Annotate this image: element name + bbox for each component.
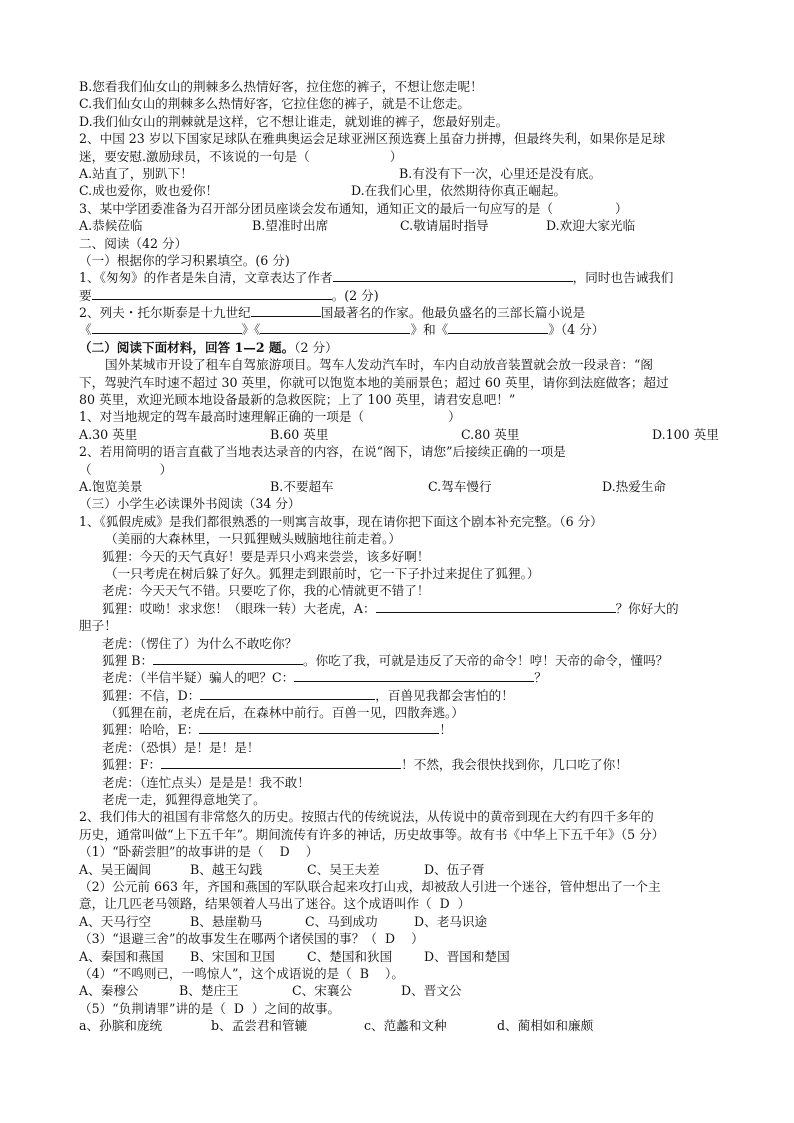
question-text: 。(2 分) bbox=[331, 287, 379, 303]
option-c: C.成也爱你，败也爱你！ bbox=[79, 183, 219, 199]
question-text: 国最著名的作家。他最负盛名的三部长篇小说是 bbox=[320, 305, 586, 321]
dialogue: ，百兽见我都会害怕的！ bbox=[375, 687, 514, 703]
section-title: 二、阅读（42 分） bbox=[79, 235, 188, 251]
question-text: （2）公元前 663 年，齐国和燕国的军队联合起来攻打山戎，却被敌人引进一个迷谷，管仲想出了一个主 bbox=[79, 878, 661, 894]
dialogue: 老虎：（连忙点头）是是是！我不敢！ bbox=[102, 774, 310, 790]
question-text: （5）“负荆请罪”讲的是（ D ）之间的故事。 bbox=[79, 1000, 341, 1016]
option-c: C、吴王夫差 bbox=[307, 861, 380, 877]
script-line bbox=[79, 652, 719, 669]
option-c: C.80 英里 bbox=[461, 426, 520, 442]
question-line bbox=[79, 965, 719, 982]
question-text: 迷，要安慰.激励球员，不该说的一句是（ bbox=[79, 148, 310, 164]
option-c: C.驾车慢行 bbox=[428, 478, 492, 494]
paren-open: （ bbox=[79, 461, 92, 477]
option-c: C、楚国和狄国 bbox=[307, 948, 393, 964]
question-line bbox=[79, 1000, 719, 1017]
option-a: A.饱览美景 bbox=[79, 478, 143, 494]
option-b: B、楚庄王 bbox=[179, 983, 239, 999]
question-text: 1、《狐假虎威》是我们都很熟悉的一则寓言故事，现在请你把下面这个剧本补充完整。（6 分） bbox=[79, 513, 603, 529]
stage-direction: （狐狸在前，老虎在后，在森林中前行。百兽一见，四散奔逃。） bbox=[105, 705, 464, 721]
options-row bbox=[79, 913, 719, 930]
question-line bbox=[79, 843, 719, 860]
answer-blank[interactable] bbox=[92, 287, 332, 300]
script-line bbox=[79, 774, 719, 791]
dialogue: 老虎：（愣住了）为什么不敢吃你？ bbox=[102, 635, 298, 651]
options-row bbox=[79, 182, 719, 199]
option-d: D.欢迎大家光临 bbox=[546, 218, 636, 234]
option-d: D、晋文公 bbox=[401, 983, 462, 999]
question-text: （1）“卧薪尝胆”的故事讲的是（ D ） bbox=[79, 844, 319, 860]
book-mark: 》（4 分） bbox=[548, 322, 605, 338]
option-d: D.我们仙女山的荆棘就是这样，它不想让谁走，就划谁的裤子，您最好别走。 bbox=[79, 113, 509, 129]
option-b: B.您看我们仙女山的荆棘多么热情好客，拉住您的裤子，不想让您走呢！ bbox=[79, 79, 483, 94]
question-text: 2、中国 23 岁以下国家足球队在雅典奥运会足球亚洲区预选赛上虽奋力拼搏，但最终失利，如果你是足球 bbox=[79, 131, 666, 147]
dialogue: 老虎：（半信半疑）骗人的吧？C： bbox=[102, 670, 295, 686]
option-b: B、宋国和卫国 bbox=[190, 948, 275, 964]
option-a: A、秦穆公 bbox=[79, 983, 139, 999]
stage-direction: （一只考虎在树后躲了好久。狐狸走到跟前时，它一下子扑过来捉住了狐狸。） bbox=[105, 565, 540, 581]
dialogue: 狐狸：不信，D： bbox=[102, 687, 201, 703]
option-d: d、蔺相如和廉颇 bbox=[497, 1018, 594, 1034]
passage-line bbox=[79, 374, 719, 391]
option-b: b、孟尝君和管辘 bbox=[211, 1018, 308, 1034]
question-3 bbox=[79, 200, 719, 217]
subsection-title: （三）小学生必读课外书阅读（34 分） bbox=[79, 496, 301, 512]
answer-paren bbox=[79, 461, 719, 478]
option-b: B.60 英里 bbox=[270, 426, 329, 442]
answer-blank[interactable] bbox=[161, 756, 401, 769]
points: （2 分） bbox=[294, 339, 338, 355]
dialogue: ？ bbox=[534, 670, 547, 686]
script-line bbox=[79, 582, 719, 599]
answer-blank[interactable] bbox=[251, 304, 321, 317]
section-heading bbox=[79, 235, 719, 252]
passage-text: 80 英里，欢迎光顾本地设备最新的急救医院；上了 100 英里，请君安息吧！” bbox=[79, 392, 516, 408]
question-2 bbox=[79, 130, 719, 147]
dialogue: 狐狸：今天的天气真好！要是弄只小鸡来尝尝，该多好啊！ bbox=[102, 548, 430, 564]
script-line bbox=[79, 530, 719, 547]
option-a: A、吴王阖闾 bbox=[79, 861, 152, 877]
script-line bbox=[79, 704, 719, 721]
question-text: 历史，通常叫做“上下五千年”。期间流传有许多的神话，历史故事等。故有书《中华上下五千年》（5 分） bbox=[79, 826, 665, 842]
fill-blank-line bbox=[79, 287, 719, 304]
script-line bbox=[79, 756, 719, 773]
text-line bbox=[79, 148, 719, 165]
option-a: A.30 英里 bbox=[79, 426, 138, 442]
question-line bbox=[79, 408, 719, 425]
answer-blank[interactable] bbox=[92, 321, 242, 334]
question-text: 2、我们伟大的祖国有非常悠久的历史。按照古代的传统说法，从传说中的黄帝到现在大约有四千多年的 bbox=[79, 809, 654, 825]
subsection-title: （一）根据你的学习积累填空。(6 分) bbox=[79, 252, 290, 268]
question-text: 2、若用简明的语言直截了当地表达录音的内容，在说“阁下，请您”后接续正确的一项是 bbox=[79, 444, 566, 460]
options-row bbox=[79, 478, 719, 495]
script-line bbox=[79, 739, 719, 756]
option-b: B.有没有下一次，心里还是没有底。 bbox=[399, 165, 602, 181]
option-a: A.站直了，别趴下！ bbox=[79, 165, 193, 181]
question-text: 意，让几匹老马领路，结果领着人马出了迷谷。这个成语叫作（ D ） bbox=[79, 896, 471, 912]
option-d: D、老马识途 bbox=[414, 913, 488, 929]
text-line bbox=[79, 113, 719, 130]
answer-blank[interactable] bbox=[260, 321, 410, 334]
option-c: C.敬请届时指导 bbox=[400, 218, 489, 234]
dialogue: ！不然，我会很快找到你，几口吃了你！ bbox=[401, 757, 628, 773]
question-line bbox=[79, 895, 719, 912]
answer-blank[interactable] bbox=[199, 721, 439, 734]
question-line bbox=[79, 878, 719, 895]
question-line bbox=[79, 930, 719, 947]
option-c: C.我们仙女山的荆棘多么热情好客，它拉住您的裤子，就是不让您走。 bbox=[79, 96, 471, 112]
dialogue: 狐狸 B： bbox=[102, 652, 154, 668]
options-row bbox=[79, 1017, 719, 1034]
option-a: a、孙膑和庞统 bbox=[79, 1018, 163, 1034]
question-line bbox=[79, 443, 719, 460]
fill-blank-line bbox=[79, 269, 719, 286]
answer-blank[interactable] bbox=[376, 600, 616, 613]
option-d: D.热爱生命 bbox=[602, 478, 667, 494]
answer-blank[interactable] bbox=[333, 269, 573, 282]
options-row bbox=[79, 948, 719, 965]
dialogue: 胆子！ bbox=[79, 618, 117, 634]
subsection-heading bbox=[79, 252, 719, 269]
script-line bbox=[79, 635, 719, 652]
stage-direction: 老虎一走，狐狸得意地笑了。 bbox=[102, 792, 266, 808]
script-line bbox=[79, 721, 719, 738]
option-d: D、晋国和楚国 bbox=[424, 948, 510, 964]
script-line bbox=[79, 565, 719, 582]
question-text: 要 bbox=[79, 287, 92, 303]
question-text: ，同时也告诫我们 bbox=[572, 270, 674, 286]
option-b: B.望准时出席 bbox=[252, 218, 329, 234]
options-row bbox=[79, 982, 719, 999]
question-line bbox=[79, 513, 719, 530]
option-a: A、秦国和燕国 bbox=[79, 948, 164, 964]
answer-blank[interactable] bbox=[200, 687, 375, 700]
script-line bbox=[79, 687, 719, 704]
subsection-title: （二）阅读下面材料，回答 1—2 题。 bbox=[79, 339, 295, 355]
option-d: D、伍子胥 bbox=[424, 861, 485, 877]
stage-direction: （美丽的大森林里，一只狐狸贼头贼脑地往前走着。） bbox=[105, 531, 401, 547]
option-d: D.在我们心里，依然期待你真正崛起。 bbox=[351, 183, 567, 199]
book-mark: 》《 bbox=[241, 322, 261, 338]
options-row bbox=[79, 861, 719, 878]
fill-blank-line bbox=[79, 321, 719, 338]
script-line bbox=[79, 600, 719, 617]
paren-close: ） bbox=[159, 461, 173, 477]
dialogue: 狐狸：哈哈，E： bbox=[102, 722, 200, 738]
paren-close: ） bbox=[448, 409, 461, 425]
option-b: B、悬崖勒马 bbox=[190, 913, 263, 929]
question-line bbox=[79, 808, 719, 825]
question-text: 1、对当地规定的驾车最高时速理解正确的一项是（ bbox=[79, 409, 365, 425]
book-mark: 》和《 bbox=[410, 322, 449, 338]
question-text: 2、列夫・托尔斯泰是十九世纪 bbox=[79, 305, 251, 321]
option-a: A、天马行空 bbox=[79, 913, 152, 929]
text-line bbox=[79, 78, 719, 95]
fill-blank-line bbox=[79, 304, 719, 321]
question-line bbox=[79, 826, 719, 843]
option-c: C、宋襄公 bbox=[292, 983, 353, 999]
question-text: （4）“不鸣则已，一鸣惊人”，这个成语说的是（ B ）。 bbox=[79, 965, 404, 981]
script-line bbox=[79, 617, 719, 634]
options-row bbox=[79, 165, 719, 182]
dialogue: 老虎：今天天气不错。只要吃了你，我的心情就更不错了！ bbox=[102, 583, 430, 599]
passage-line bbox=[79, 391, 719, 408]
option-b: B.不要超车 bbox=[270, 478, 334, 494]
passage-text: 国外某城市开设了租车自驾旅游项目。驾车人发动汽车时，车内自动放音装置就会放一段录音：“阁 bbox=[105, 357, 653, 373]
question-text: 3、某中学团委准备为召开部分团员座谈会发布通知，通知正文的最后一句应写的是（ bbox=[79, 200, 553, 216]
text-line bbox=[79, 95, 719, 112]
options-row bbox=[79, 217, 719, 234]
script-line bbox=[79, 548, 719, 565]
option-b: B、越王勾践 bbox=[190, 861, 263, 877]
subsection-heading bbox=[79, 495, 719, 512]
option-d: D.100 英里 bbox=[652, 426, 719, 442]
question-text: 1、《匆匆》的作者是朱自清，文章表达了作者 bbox=[79, 270, 333, 286]
answer-blank[interactable] bbox=[294, 669, 534, 682]
options-row bbox=[79, 426, 719, 443]
option-a: A.恭候莅临 bbox=[79, 218, 143, 234]
book-mark: 《 bbox=[79, 322, 92, 338]
dialogue: ！ bbox=[439, 722, 452, 738]
subsection-heading bbox=[79, 339, 719, 356]
question-text: （3）“退避三舍”的故事发生在哪两个诸侯国的事？（ D ） bbox=[79, 931, 424, 947]
dialogue: 狐狸：F： bbox=[102, 757, 162, 773]
dialogue: 老虎：（恐惧）是！是！是！ bbox=[102, 739, 260, 755]
option-c: c、范蠡和文种 bbox=[364, 1018, 447, 1034]
exam-page bbox=[79, 78, 719, 1034]
answer-blank[interactable] bbox=[153, 652, 303, 665]
script-line bbox=[79, 791, 719, 808]
script-line bbox=[79, 669, 719, 686]
passage-line bbox=[79, 356, 719, 373]
dialogue: 狐狸：哎呦！求求您！（眼珠一转）大老虎，A： bbox=[102, 600, 376, 616]
dialogue: ？你好大的 bbox=[615, 600, 679, 616]
option-c: C、马到成功 bbox=[305, 913, 378, 929]
answer-blank[interactable] bbox=[448, 321, 548, 334]
paren-close: ） bbox=[614, 200, 628, 216]
paren-close: ） bbox=[389, 148, 403, 164]
passage-text: 下，驾驶汽车时速不超过 30 英里，你就可以饱览本地的美丽景色；超过 60 英里，请你到法庭做客；超过 bbox=[79, 374, 669, 390]
dialogue: 。你吃了我，可就是违反了天帝的命令！哼！天帝的命令，懂吗？ bbox=[303, 652, 669, 668]
